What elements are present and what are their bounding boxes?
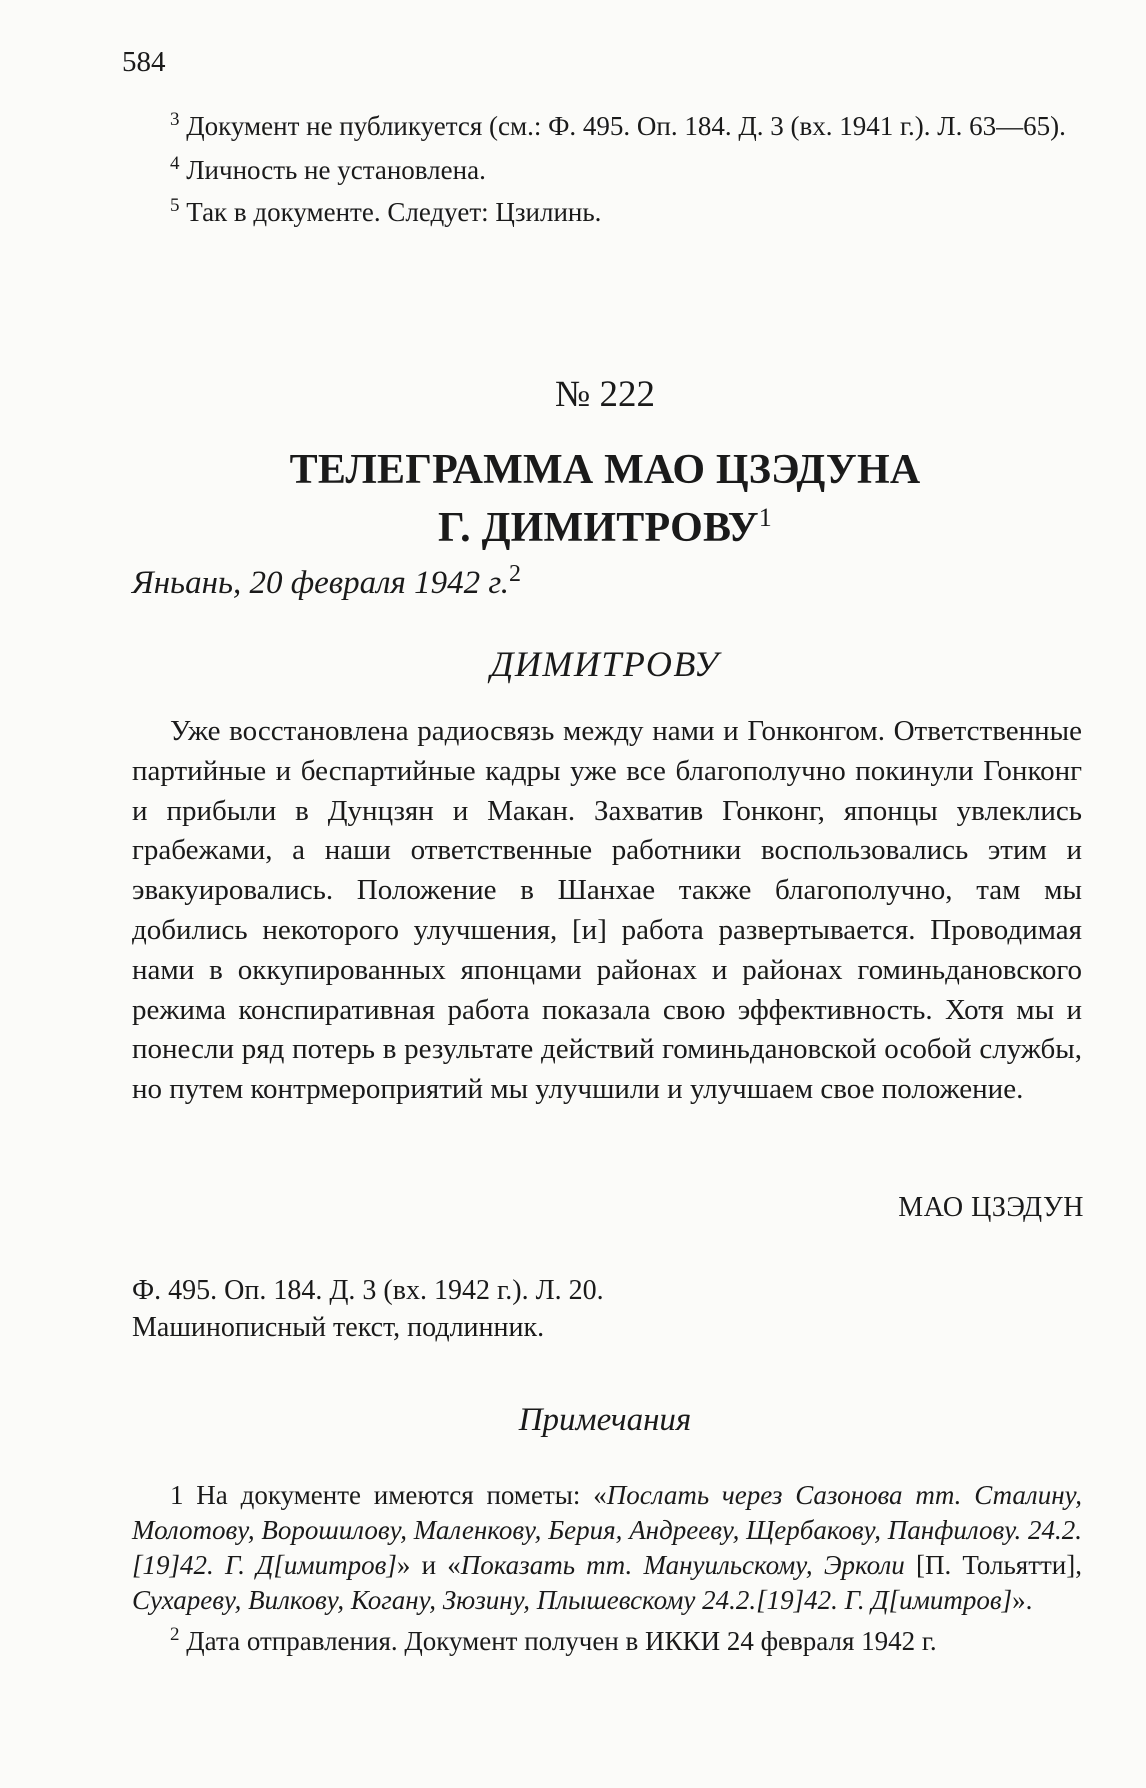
title-line-2-wrapper	[0, 499, 1146, 557]
footnote-3	[132, 108, 1082, 144]
footnote-3-text: Документ не публикуется (см.: Ф. 495. Оп. 184. Д. 3 (вх. 1941 г.). Л. 63—65).	[179, 111, 1066, 141]
title-line-2: Г. ДИМИТРОВУ	[438, 505, 759, 551]
note-1	[132, 1478, 1082, 1618]
telegram-body: Уже восстановлена радиосвязь между нами и Гонконгом. Ответственные партийные и беспартийные кадры уже все благополучно покинули Гонконг и прибыли в Дунцзян и Макан. Захватив Гонконг, японцы увлеклись грабежами, а наши ответственные работники воспользовались этим и эвакуировались. Положение в Шанхае также благополучно, там мы добились некоторого улучшения, [и] работа развертывается. Проводимая нами в оккупированных японцами районах и районах гоминьдановского режима конспиративная работа показала свою эффективность. Хотя мы и понесли ряд потерь в результате действий гоминьдановской особой службы, но путем контрмероприятий мы улучшили и улучшаем свое положение.	[132, 715, 1082, 1106]
note-2-text: Дата отправления. Документ получен в ИККИ 24 февраля 1942 г.	[179, 1626, 937, 1656]
title-note-mark: 1	[758, 503, 772, 532]
signature: МАО ЦЗЭДУН	[898, 1192, 1084, 1223]
note-1-lead: 1 На документе имеются пометы: «	[170, 1480, 607, 1510]
addressee: ДИМИТРОВУ	[490, 644, 720, 684]
footnote-5-mark: 5	[170, 195, 180, 216]
footnote-4	[132, 152, 1082, 188]
footnote-4-text: Личность не установлена.	[179, 155, 486, 185]
place-date-text: Яньань, 20 февраля 1942 г.	[132, 565, 510, 601]
place-date	[132, 563, 521, 603]
note-1-quote-1: Послать через Сазонова тт. Сталину, Молотову, Ворошилову, Маленкову, Берия, Андрееву, Щербакову, Панфилову. 24.2.[19]42. Г. Д[имитров]	[132, 1480, 1082, 1580]
note-2-mark: 2	[170, 1624, 180, 1645]
footnote-3-mark: 3	[170, 109, 180, 130]
title-line-1: ТЕЛЕГРАММА МАО ЦЗЭДУНА	[289, 447, 921, 493]
note-1-quote-2a: Показать тт. Мануильскому, Эрколи	[460, 1550, 905, 1580]
document-number: № 222	[554, 374, 656, 415]
footnote-5-text: Так в документе. Следует: Цзилинь.	[179, 197, 602, 227]
note-1-bracket: [П. Тольятти],	[904, 1550, 1082, 1580]
top-footnotes	[132, 108, 1082, 236]
page-number: 584	[122, 46, 166, 78]
footnote-4-mark: 4	[170, 153, 180, 174]
archive-line-1: Ф. 495. Оп. 184. Д. 3 (вх. 1942 г.). Л. 20.	[132, 1275, 604, 1306]
note-1-between: » и «	[396, 1550, 461, 1580]
note-2	[132, 1624, 1082, 1659]
document-title	[0, 441, 1146, 557]
note-1-quote-2b: Сухареву, Вилкову, Когану, Зюзину, Плышевскому 24.2.[19]42. Г. Д[имитров]	[132, 1585, 1013, 1615]
note-1-end: ».	[1012, 1585, 1033, 1615]
archive-reference	[132, 1272, 604, 1346]
notes-heading: Примечания	[518, 1402, 692, 1438]
place-date-note-mark: 2	[509, 561, 522, 587]
archive-line-2: Машинописный текст, подлинник.	[132, 1312, 545, 1343]
footnote-5	[132, 194, 1082, 230]
notes-list	[132, 1478, 1082, 1665]
